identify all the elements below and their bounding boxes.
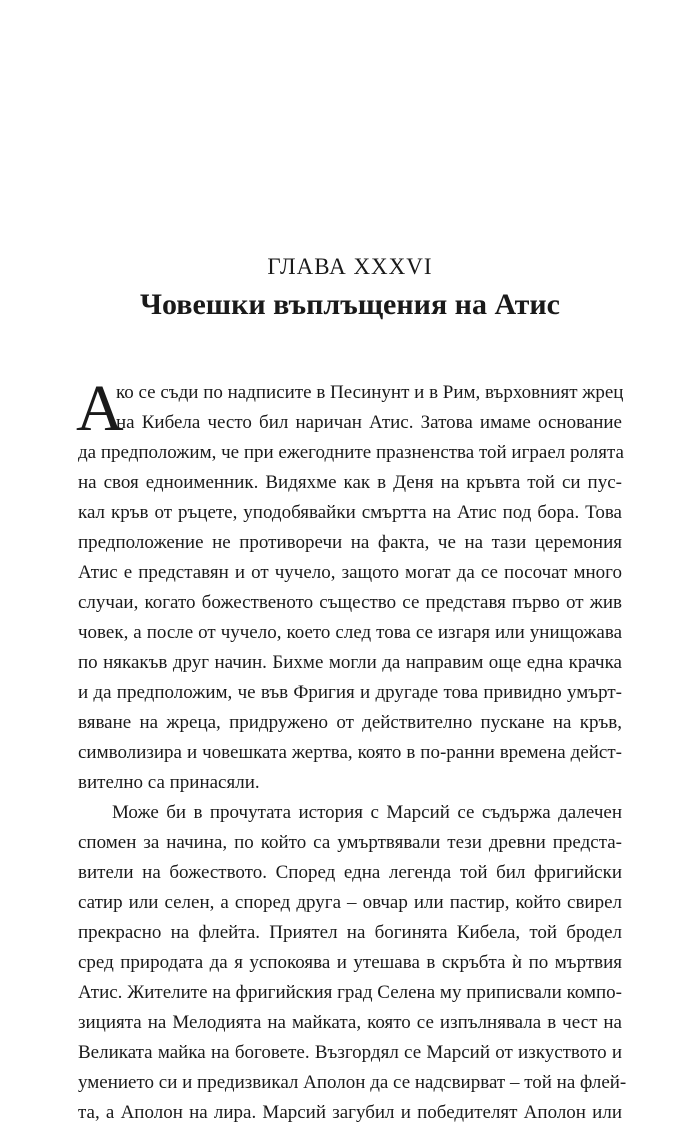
drop-cap: А — [76, 372, 124, 445]
text-line: и да предположим, че във Фригия и другаде това привидно умърт- — [78, 682, 622, 703]
text-line: Великата майка на боговете. Възгордял се Марсий от изкуството и — [78, 1042, 622, 1063]
text-line: ко се съди по надписите в Песинунт и в Рим, върховният жрец — [116, 382, 624, 403]
text-line: умението си и предизвикал Аполон да се надсвирват – той на флей- — [78, 1072, 627, 1093]
text-line: зицията на Мелодията на майката, която се изпълнявала в чест на — [78, 1012, 622, 1033]
text-line: сред природата да я успокоява и утешава в скръбта ѝ по мъртвия — [78, 952, 622, 973]
chapter-title: Човешки въплъщения на Атис — [140, 288, 560, 321]
text-line: вително са принасяли. — [78, 772, 260, 793]
chapter-number: ГЛАВА XXXVI — [267, 254, 433, 279]
text-line: Атис е представян и от чучело, защото могат да се посочат много — [78, 562, 622, 583]
text-line: вяване на жреца, придружено от действително пускане на кръв, — [78, 712, 622, 733]
text-line: да предположим, че при ежегодните празненства той играел ролята — [78, 442, 624, 463]
text-line: на Кибела често бил наричан Атис. Затова имаме основание — [116, 412, 622, 433]
body-text — [76, 372, 627, 1128]
text-line: човек, а после от чучело, което след това се изгаря или унищожава — [78, 622, 622, 643]
text-line: кал кръв от ръцете, уподобявайки смъртта на Атис под бора. Това — [78, 502, 622, 523]
text-line: вители на божеството. Според една легенда той бил фригийски — [78, 862, 622, 883]
text-line: на своя едноименник. Видяхме как в Деня на кръвта той си пус- — [78, 472, 622, 493]
text-line: по някакъв друг начин. Бихме могли да направим още една крачка — [78, 652, 622, 673]
text-line: та, а Аполон на лира. Марсий загубил и победителят Аполон или — [78, 1102, 622, 1123]
text-line: Може би в прочутата история с Марсий се съдържа далечен — [112, 802, 622, 823]
text-line: сатир или селен, а според друга – овчар или пастир, който свирел — [78, 892, 622, 913]
text-line: предположение не противоречи на факта, че на тази церемония — [78, 532, 622, 553]
text-line: прекрасно на флейта. Приятел на богинята Кибела, той бродел — [78, 922, 622, 943]
text-line: символизира и човешката жертва, която в по-ранни времена дейст- — [78, 742, 622, 763]
text-line: спомен за начина, по който са умъртвявали тези древни предста- — [78, 832, 622, 853]
text-line: Атис. Жителите на фригийския град Селена му приписвали компо- — [78, 982, 622, 1003]
text-line: случаи, когато божественото същество се представя първо от жив — [78, 592, 622, 613]
